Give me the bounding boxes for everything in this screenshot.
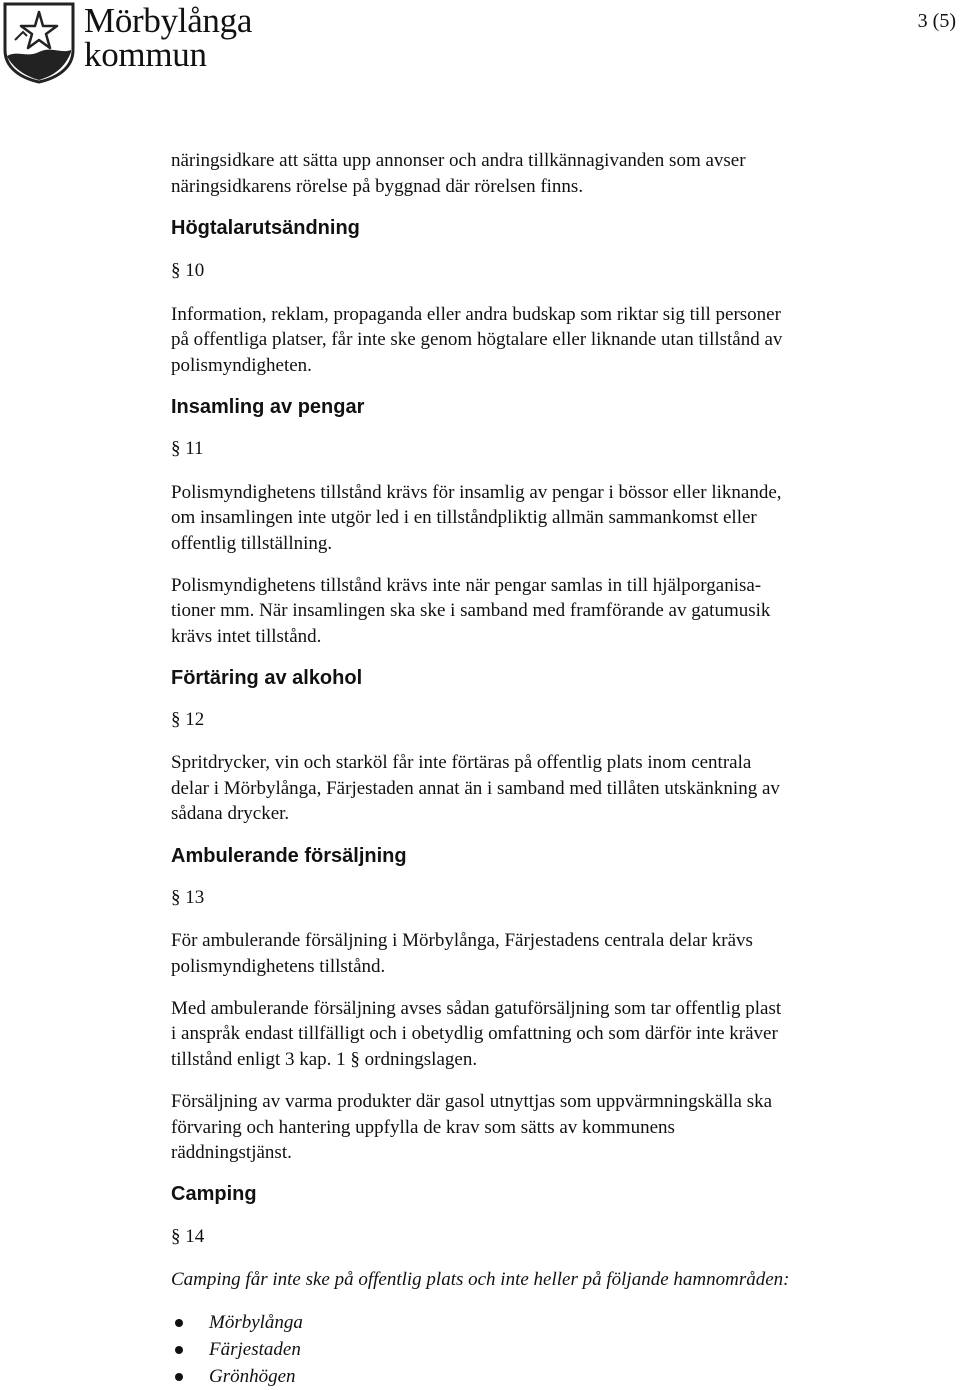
text-line: offentlig tillställning. [171,533,333,554]
section-heading-insamling: Insamling av pengar [171,396,365,418]
text-line: Polismyndighetens tillstånd krävs inte när pengar samlas in till hjälporganisa- [171,575,762,596]
text-line: om insamlingen inte utgör led i en tillståndpliktig allmän sammankomst eller [171,507,757,528]
text-line: Med ambulerande försäljning avses sådan gatuförsäljning som tar offentlig plast [171,998,782,1019]
text-line: sådana drycker. [171,803,290,824]
page-header [0,0,960,90]
text-line: krävs intet tillstånd. [171,626,322,647]
intro-line-2: näringsidkarens rörelse på byggnad där rörelsen finns. [171,176,584,197]
text-line: polismyndighetens tillstånd. [171,956,386,977]
list-item: Mörbylånga [209,1312,303,1333]
paragraph-number: § 14 [171,1226,205,1247]
text-line: på offentliga platser, får inte ske genom högtalare eller liknande utan tillstånd av [171,329,783,350]
text-line: förvaring och hantering uppfylla de krav som sätts av kommunens [171,1117,675,1138]
paragraph-number: § 13 [171,887,205,908]
text-line: polismyndigheten. [171,355,312,376]
text-line: i anspråk endast tillfälligt och i obetydlig omfattning och som därför inte kräver [171,1023,778,1044]
list-item: Färjestaden [209,1339,301,1360]
section-heading-fortaring-alkohol: Förtäring av alkohol [171,667,363,689]
paragraph-number: § 11 [171,438,204,459]
text-line: tillstånd enligt 3 kap. 1 § ordningslagen. [171,1049,478,1070]
municipality-crest-icon [3,2,75,89]
municipality-logo-text [84,1,253,74]
text-line: Camping får inte ske på offentlig plats och inte heller på följande hamnområden: [171,1269,790,1290]
logo-line-1: Mörbylånga [84,1,253,40]
section-heading-hogtalarutsandning: Högtalarutsändning [171,217,360,239]
text-line: tioner mm. När insamlingen ska ske i samband med framförande av gatumusik [171,600,771,621]
list-item: Grönhögen [209,1366,296,1387]
text-line: Spritdrycker, vin och starköl får inte förtäras på offentlig plats inom centrala [171,752,752,773]
intro-line-1: näringsidkare att sätta upp annonser och andra tillkännagivanden som avser [171,150,746,171]
logo-line-2: kommun [84,35,207,74]
text-line: delar i Mörbylånga, Färjestaden annat än i samband med tillåten utskänkning av [171,778,780,799]
page-number: 3 (5) [917,10,956,32]
text-line: Information, reklam, propaganda eller andra budskap som riktar sig till personer [171,304,781,325]
section-heading-camping: Camping [171,1183,257,1205]
text-line: Polismyndighetens tillstånd krävs för insamlig av pengar i bössor eller liknande, [171,482,782,503]
paragraph-number: § 10 [171,260,205,281]
text-line: Försäljning av varma produkter där gasol utnyttjas som uppvärmningskälla ska [171,1091,773,1112]
section-heading-ambulerande-forsaljning: Ambulerande försäljning [171,845,407,867]
text-line: För ambulerande försäljning i Mörbylånga, Färjestadens centrala delar krävs [171,930,753,951]
text-line: räddningstjänst. [171,1142,292,1163]
paragraph-number: § 12 [171,709,205,730]
